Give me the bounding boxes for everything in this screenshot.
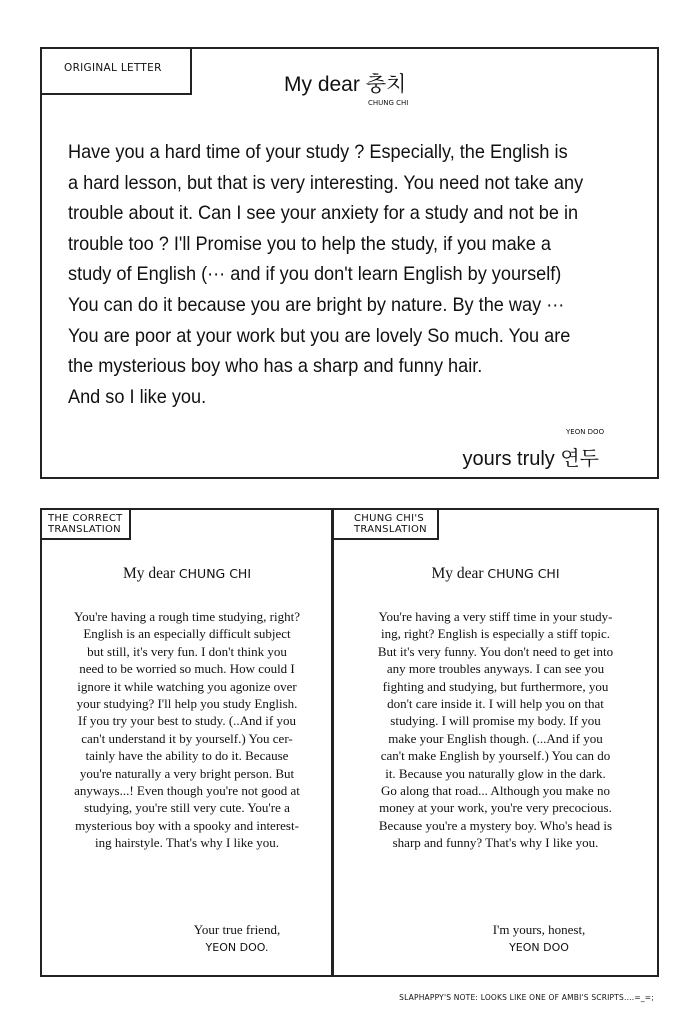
text-line: tainly have the ability to do it. Because xyxy=(85,748,289,764)
correct-translation-tag xyxy=(40,508,131,540)
translator-note: SLAPHAPPY'S NOTE: LOOKS LIKE ONE OF AMBI'S SCRIPTS....=_=; xyxy=(399,993,654,1002)
tag-line: TRANSLATION xyxy=(354,524,427,535)
text-line: your studying? I'll help you study English. xyxy=(76,696,298,712)
text-line: anyways...! Even though you're not good at xyxy=(74,783,300,799)
original-greeting: My dear 충치 xyxy=(284,73,407,96)
text-line: Go along that road... Although you make no xyxy=(381,783,610,799)
text-line: can't understand it by yourself.) You cer- xyxy=(81,730,293,746)
text-line: studying. I will promise my body. If you xyxy=(390,713,601,729)
greeting-name: CHUNG CHI xyxy=(178,566,252,581)
chung-chi-greeting xyxy=(334,565,657,583)
text-line: If you try your best to study. (..And if you xyxy=(78,713,296,729)
original-letter-body xyxy=(68,137,622,412)
text-line: ignore it while watching you agonize over xyxy=(77,678,297,694)
greeting-text: My dear xyxy=(431,565,484,582)
letter-line: a hard lesson, but that is very interesting. You need not take any xyxy=(68,171,584,194)
text-line: English is an especially difficult subject xyxy=(83,626,291,642)
letter-line: trouble too ? I'll Promise you to help the study, if you make a xyxy=(68,232,551,255)
letter-line: And so I like you. xyxy=(68,385,207,408)
letter-line: You can do it because you are bright by nature. By the way ··· xyxy=(68,293,565,316)
text-line: any more troubles anyways. I can see you xyxy=(386,661,605,677)
signature-name: YEON DOO xyxy=(509,941,569,954)
text-line: can't make English by yourself.) You can do xyxy=(380,748,611,764)
text-line: but still, it's very fun. I don't think you xyxy=(87,643,287,659)
text-line: it. Because you naturally glow in the dark. xyxy=(385,765,606,781)
text-line: Because you're a mystery boy. Who's head is xyxy=(378,817,613,833)
text-line: ing, right? English is especially a stiff topic. xyxy=(380,626,611,642)
original-letter-panel xyxy=(40,47,659,479)
letter-line: trouble about it. Can I see your anxiety for a study and not be in xyxy=(68,202,579,225)
text-line: need to be worried so much. How could I xyxy=(79,661,295,677)
signature-romanized: YEON DOO xyxy=(566,428,605,436)
original-letter-tag: ORIGINAL LETTER xyxy=(40,47,192,95)
tag-line: CHUNG CHI'S xyxy=(354,513,425,524)
text-line: sharp and funny? That's why I like you. xyxy=(392,835,599,851)
closing-text: Your true friend, xyxy=(193,922,281,937)
signature-name: YEON DOO. xyxy=(205,941,269,954)
tag-line: TRANSLATION xyxy=(48,524,121,535)
text-line: But it's very funny. You don't need to get into xyxy=(377,643,614,659)
chung-chi-translation-tag xyxy=(332,508,439,540)
greeting-romanized: CHUNG CHI xyxy=(368,99,409,107)
text-line: money at your work, you're very precocious. xyxy=(379,800,612,816)
text-line: don't care inside it. I will help you on that xyxy=(387,696,604,712)
text-line: mysterious boy with a spooky and interest- xyxy=(75,817,299,833)
chung-chi-translation-body xyxy=(334,608,657,852)
text-line: You're having a rough time studying, right? xyxy=(74,609,300,624)
text-line: You're having a very stiff time in your study- xyxy=(378,609,613,624)
greeting-name: CHUNG CHI xyxy=(487,566,560,581)
letter-line: the mysterious boy who has a sharp and funny hair. xyxy=(68,355,483,378)
correct-signature xyxy=(172,921,302,957)
greeting-text: My dear xyxy=(122,565,176,582)
tag-line: THE CORRECT xyxy=(48,513,123,524)
chung-chi-signature xyxy=(469,921,609,957)
text-line: you're naturally a very bright person. But xyxy=(79,765,295,781)
correct-translation-body xyxy=(42,608,332,852)
chung-chi-translation-panel xyxy=(331,508,659,977)
text-line: make your English though. (...And if you xyxy=(388,730,603,746)
original-signature: yours truly 연두 xyxy=(462,448,599,470)
correct-greeting xyxy=(42,565,332,583)
letter-line: Have you a hard time of your study ? Especially, the English is xyxy=(68,141,568,163)
letter-line: You are poor at your work but you are lovely So much. You are xyxy=(68,324,571,347)
correct-translation-panel xyxy=(40,508,334,977)
text-line: studying, you're still very cute. You're a xyxy=(84,800,290,816)
text-line: fighting and studying, but furthermore, you xyxy=(382,678,609,694)
closing-text: I'm yours, honest, xyxy=(492,922,586,937)
text-line: ing hairstyle. That's why I like you. xyxy=(94,835,280,851)
letter-line: study of English (··· and if you don't learn English by yourself) xyxy=(68,263,562,286)
